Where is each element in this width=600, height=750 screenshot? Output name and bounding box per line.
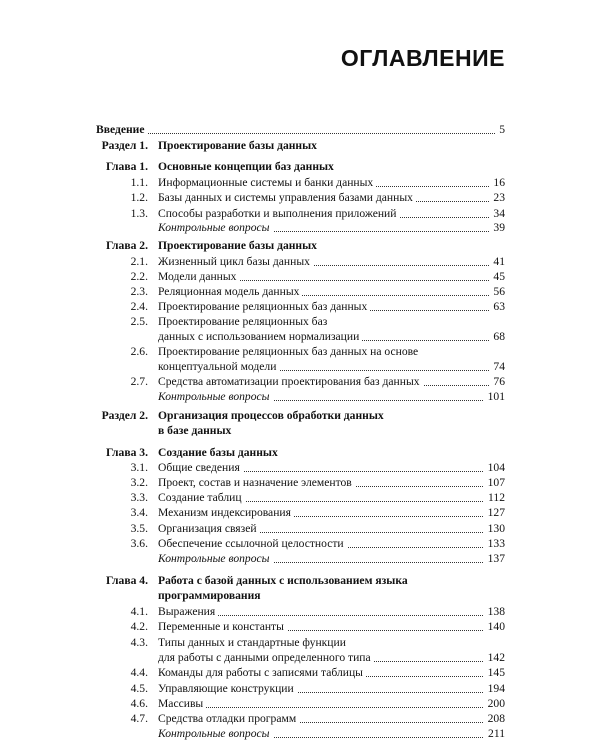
toc-entry-number: 2.6. [130,345,148,358]
toc-entry-title [158,635,505,650]
toc-entry-title [158,206,489,221]
toc-entry-number: 3.5. [130,522,148,535]
toc-entry-title [158,665,483,680]
toc-entry-title-text: для работы с данными определенного типа [158,651,374,664]
toc-entry-page: 68 [490,329,505,344]
dot-leader [96,132,495,134]
toc-entry [0,650,600,665]
toc-entry-title-text: Общие сведения [158,461,243,474]
toc-entry-page: 101 [485,389,505,404]
toc-entry-title [158,536,483,551]
toc-entry [0,619,600,634]
toc-entry-number: 1.3. [130,207,148,220]
toc-entry-number: 1.2. [130,191,148,204]
toc-entry-title-text: Работа с базой данных с использованием языка [158,574,411,587]
toc-entry-title-text: концептуальной модели [158,360,279,373]
toc-entry [0,299,600,314]
toc-entry-page: 145 [485,665,505,680]
toc-entry [0,269,600,284]
toc-entry-page: 41 [490,254,505,269]
toc-entry-title [158,254,489,269]
toc-entry-title-text: Создание базы данных [158,446,281,459]
toc-entry-title-text: Способы разработки и выполнения приложений [158,207,399,220]
toc-entry [0,604,600,619]
toc-entry-page: 76 [490,374,505,389]
toc-entry-title-text: Управляющие конструкции [158,682,297,695]
toc-entry-number: Глава 2. [105,239,148,252]
toc-entry-title [158,190,489,205]
toc-entry-title-text: Проектирование реляционных баз данных на основе [158,345,421,358]
toc-entry-title-text: Контрольные вопросы [158,727,273,740]
toc-entry-number: 3.1. [130,461,148,474]
toc-entry-title [158,389,483,404]
toc-entry-title-text: Контрольные вопросы [158,221,273,234]
toc-entry-number: Глава 3. [105,446,148,459]
toc-entry-title-text: Типы данных и стандартные функции [158,636,349,649]
toc-entry [0,122,600,137]
toc-entry-number: 3.2. [130,476,148,489]
toc-entry-title-text: Проектирование реляционных баз данных [158,300,370,313]
toc-entry-number: 2.2. [130,270,148,283]
toc-entry-number: 4.5. [130,682,148,695]
dot-leader [158,706,483,708]
toc-entry [0,190,600,205]
toc-entry-title-text: Контрольные вопросы [158,552,273,565]
toc-entry-page: 45 [490,269,505,284]
toc-entry-title [158,619,483,634]
toc-entry-title [158,490,483,505]
toc-entry-page: 23 [490,190,505,205]
toc-entry-title [158,726,483,741]
toc-entry-number: 4.6. [130,697,148,710]
toc-entry-title [158,344,505,359]
toc-entry-number: 1.1. [130,176,148,189]
toc-entry-title [158,269,489,284]
toc-entry [0,254,600,269]
toc-entry [0,220,600,235]
toc-entry-title-text: Основные концепции баз данных [158,160,337,173]
toc-entry-number: 4.3. [130,636,148,649]
toc-entry [0,681,600,696]
toc-entry [0,175,600,190]
toc-entry-title [158,521,483,536]
toc-entry-title-text: Механизм индексирования [158,506,294,519]
toc-entry-title-text: Проектирование базы данных [158,239,320,252]
toc-entry-title [158,604,483,619]
toc-entry [0,475,600,490]
toc-entry-page: 200 [485,696,505,711]
toc-entry [0,445,600,460]
toc-entry [0,344,600,359]
toc-entry [0,314,600,329]
toc-entry-page: 107 [485,475,505,490]
toc-entry-number: 2.4. [130,300,148,313]
toc-entry-title-text: Организация процессов обработки данных [158,409,387,422]
toc-entry-title-text: Введение [96,123,148,136]
toc-entry-title [158,159,505,174]
toc-entry-page: 74 [490,359,505,374]
toc-entry [0,460,600,475]
toc-entry-page: 194 [485,681,505,696]
toc-entry-page: 34 [490,206,505,221]
toc-entry-number: Раздел 1. [101,139,148,152]
toc-entry-title [158,238,505,253]
toc-entry-page: 138 [485,604,505,619]
toc-entry-number: 4.2. [130,620,148,633]
toc-entry-number: Глава 1. [105,160,148,173]
toc-entry-title-text: Обеспечение ссылочной целостности [158,537,347,550]
toc-entry-title-text: Команды для работы с записями таблицы [158,666,366,679]
toc-entry [0,505,600,520]
toc-entry-title [158,475,483,490]
toc-entry-page: 142 [485,650,505,665]
toc-entry-title [158,374,489,389]
toc-entry-title [158,220,489,235]
toc-entry [0,374,600,389]
toc-entry-page: 39 [490,220,505,235]
toc-entry-title [158,175,489,190]
toc-entry-title-text: Проектирование базы данных [158,139,320,152]
toc-entry-title [158,314,505,329]
toc-entry-title [158,423,505,438]
toc-entry [0,423,600,438]
toc-entry [0,159,600,174]
toc-entry-number: 2.3. [130,285,148,298]
toc-entry [0,536,600,551]
toc-entry-title-text: Контрольные вопросы [158,390,273,403]
toc-entry-page: 63 [490,299,505,314]
toc-entry [0,329,600,344]
toc-entry-title [158,138,505,153]
toc-entry-title-text: Жизненный цикл базы данных [158,255,313,268]
toc-entry [0,573,600,588]
toc-entry-page: 104 [485,460,505,475]
toc-entry-title [96,122,495,137]
toc-entry-page: 56 [490,284,505,299]
toc-entry [0,521,600,536]
toc-entry-page: 127 [485,505,505,520]
toc-entry-number: 2.5. [130,315,148,328]
toc-entry-page: 137 [485,551,505,566]
toc-entry-page: 211 [485,726,505,741]
toc-entry-number: 4.4. [130,666,148,679]
toc-entry-title [158,460,483,475]
page-title: ОГЛАВЛЕНИЕ [340,45,505,71]
toc-entry-page: 208 [485,711,505,726]
toc-entry-title-text: Средства отладки программ [158,712,299,725]
toc-entry-number: 3.6. [130,537,148,550]
toc-entry-page: 130 [485,521,505,536]
toc-entry-title [158,299,489,314]
toc-entry-title-text: Создание таблиц [158,491,245,504]
toc-entry-title [158,551,483,566]
toc-entry-title [158,505,483,520]
toc-entry [0,696,600,711]
toc-entry [0,359,600,374]
toc-entry-number: 3.3. [130,491,148,504]
toc-entry-title [158,588,505,603]
toc-entry-title-text: в базе данных [158,424,234,437]
toc-entry-title-text: Модели данных [158,270,239,283]
toc-entry-title [158,284,489,299]
toc-entry-number: Раздел 2. [101,409,148,422]
toc-entry-title-text: Проект, состав и назначение элементов [158,476,355,489]
toc-entry-page: 112 [485,490,505,505]
toc-entry-page: 133 [485,536,505,551]
toc-entry [0,389,600,404]
toc-entry [0,711,600,726]
toc-entry-title [158,573,505,588]
toc-entry-title [158,711,483,726]
toc-entry-title [158,329,489,344]
toc-entry-title-text: данных с использованием нормализации [158,330,362,343]
toc-entry-title-text: Средства автоматизации проектирования баз данных [158,375,423,388]
toc-entry-number: Глава 4. [105,574,148,587]
toc-entry [0,490,600,505]
toc-entry-page: 5 [496,122,505,137]
toc-entry-number: 2.1. [130,255,148,268]
toc-entry-title [158,359,489,374]
toc-entry [0,238,600,253]
toc-entry [0,635,600,650]
toc-entry-number: 3.4. [130,506,148,519]
toc-entry [0,551,600,566]
toc-entry [0,588,600,603]
toc-entry [0,408,600,423]
toc-entry-title-text: Реляционная модель данных [158,285,302,298]
toc-entry-title-text: Выражения [158,605,218,618]
toc-entry-title-text: программирования [158,589,264,602]
toc-entry-title [158,650,483,665]
toc-entry-page: 140 [485,619,505,634]
toc-entry [0,284,600,299]
toc-entry-title-text: Проектирование реляционных баз [158,315,330,328]
toc-entry-number: 4.7. [130,712,148,725]
toc-entry [0,665,600,680]
toc-entry-title [158,445,505,460]
toc-entry-title [158,696,483,711]
toc-entry-title-text: Информационные системы и банки данных [158,176,376,189]
toc-entry [0,138,600,153]
toc-entry-number: 2.7. [130,375,148,388]
toc-entry-title-text: Массивы [158,697,206,710]
toc-entry-title [158,408,505,423]
toc-entry-title [158,681,483,696]
toc-entry-title-text: Переменные и константы [158,620,287,633]
toc-entry-title-text: Базы данных и системы управления базами данных [158,191,416,204]
toc-entry-title-text: Организация связей [158,522,260,535]
toc-entry [0,726,600,741]
toc-entry [0,206,600,221]
toc-entry-number: 4.1. [130,605,148,618]
toc-entry-page: 16 [490,175,505,190]
